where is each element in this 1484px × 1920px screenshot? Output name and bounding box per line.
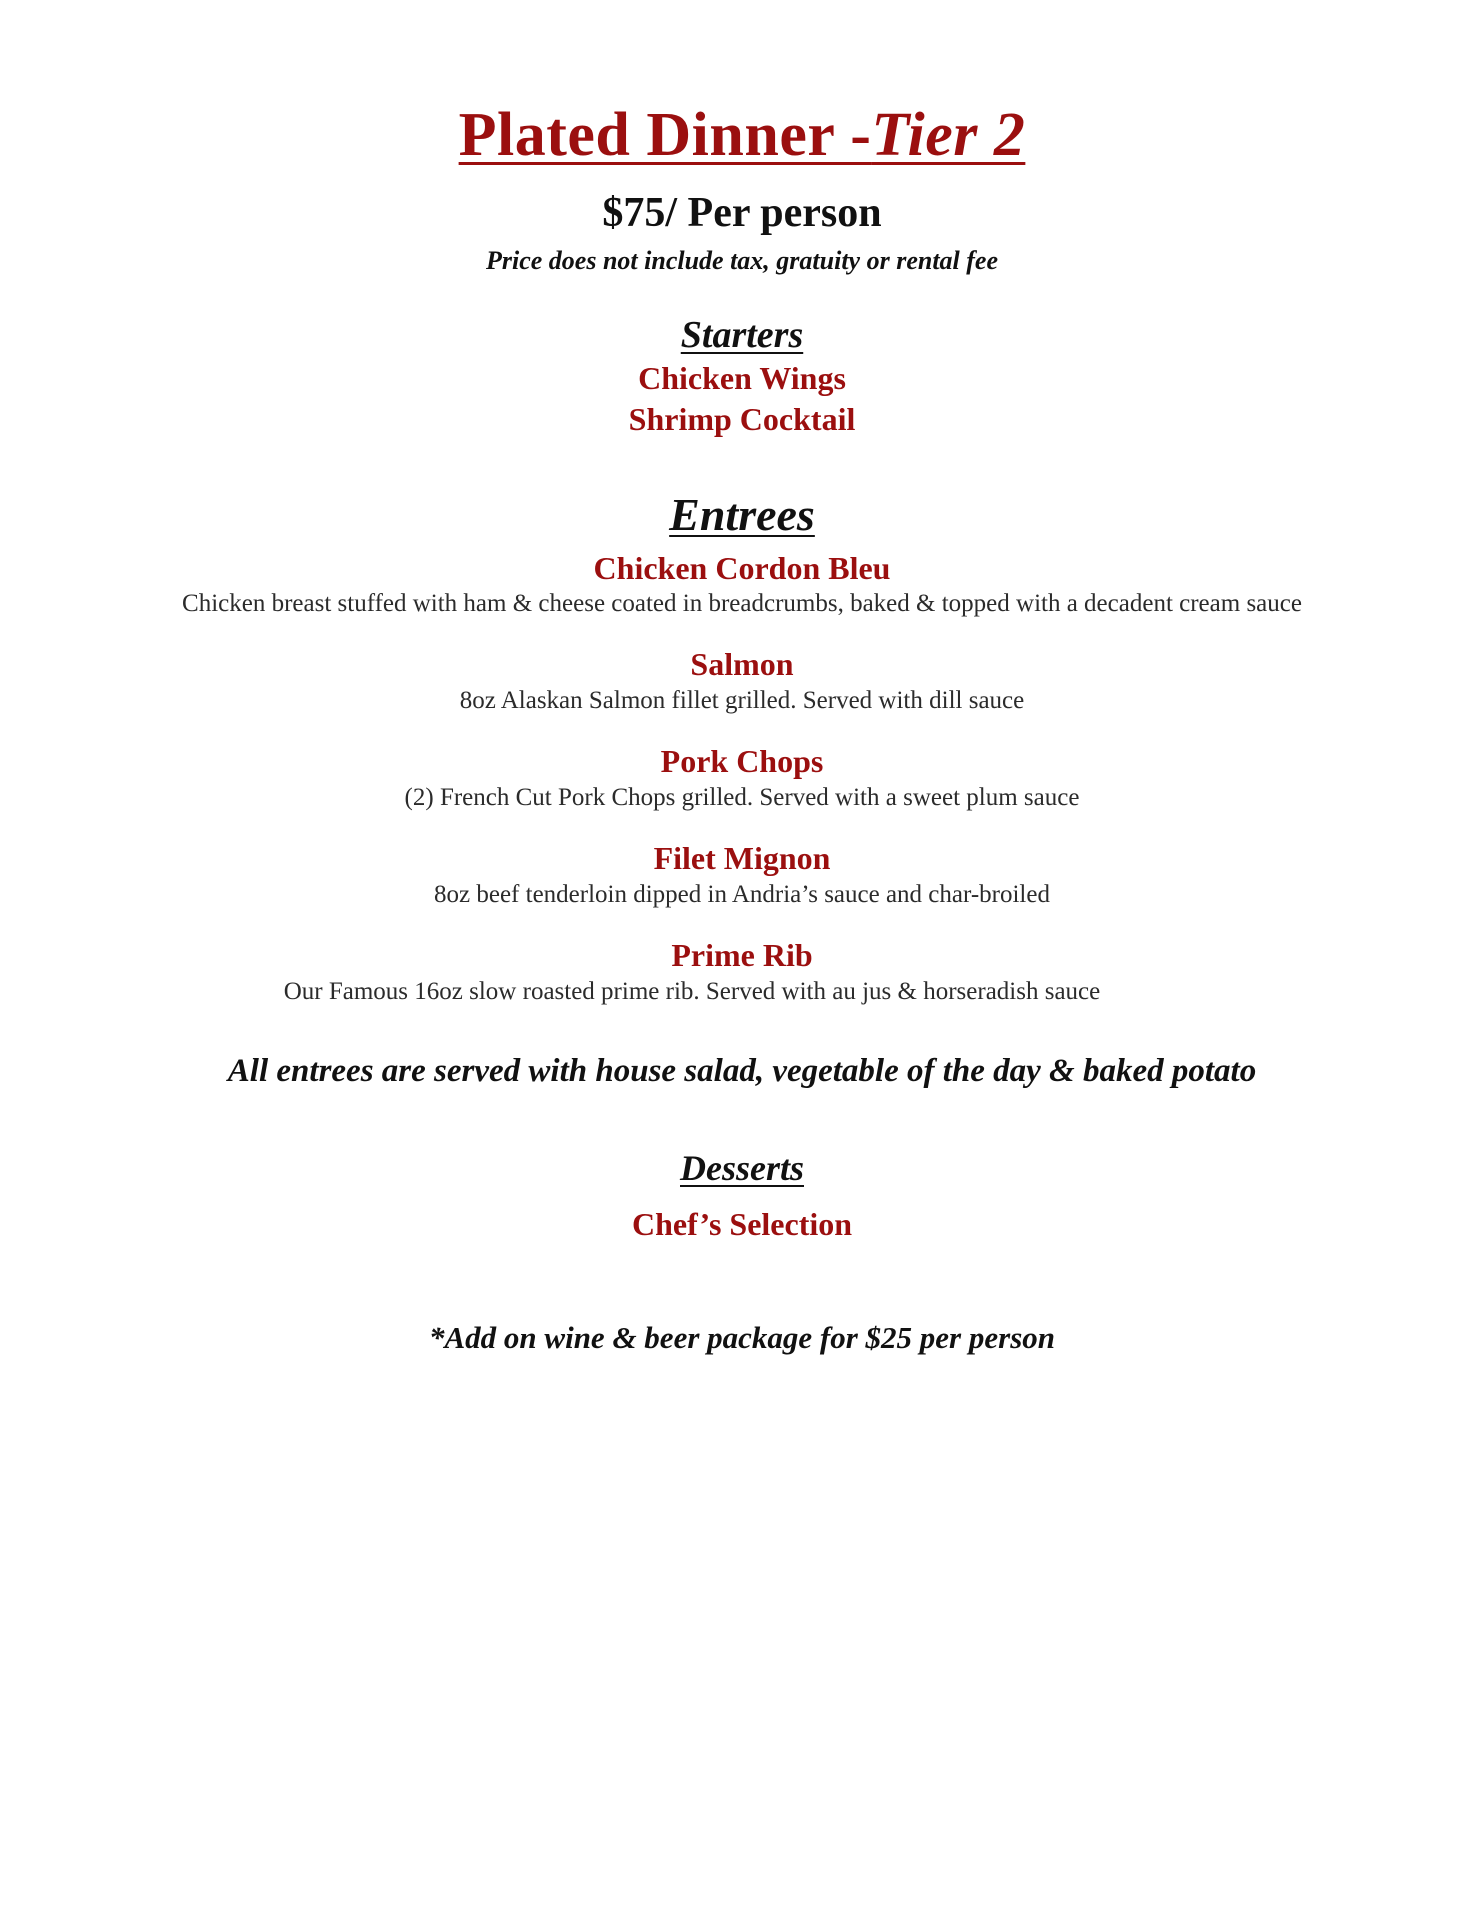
starter-item: Chicken Wings: [638, 360, 846, 396]
entree-name: Prime Rib: [671, 937, 813, 973]
entrees-heading: Entrees: [669, 489, 815, 540]
entrees-served-note: All entrees are served with house salad, vegetable of the day & baked potato: [227, 1053, 1257, 1089]
dessert-item: Chef’s Selection: [631, 1206, 853, 1242]
entree-description: Our Famous 16oz slow roasted prime rib. Served with au jus & horseradish sauce: [283, 978, 1101, 1005]
entree-description: 8oz Alaskan Salmon fillet grilled. Served with dill sauce: [459, 687, 1025, 714]
entree-name: Pork Chops: [660, 743, 824, 779]
menu-title: [0, 101, 1484, 169]
entree-description: 8oz beef tenderloin dipped in Andria’s sauce and char-broiled: [434, 881, 1050, 908]
menu-title-underlined: [458, 101, 1026, 169]
menu-title-tier: Tier 2: [871, 101, 1026, 169]
menu-title-main: Plated Dinner -: [458, 101, 872, 169]
desserts-heading: Desserts: [680, 1148, 804, 1188]
entree-description: (2) French Cut Pork Chops grilled. Served with a sweet plum sauce: [404, 784, 1080, 811]
price-per-person: $75/ Per person: [602, 190, 882, 236]
addon-note: *Add on wine & beer package for $25 per person: [428, 1320, 1055, 1355]
entree-name: Chicken Cordon Bleu: [593, 550, 891, 586]
entree-description: Chicken breast stuffed with ham & cheese coated in breadcrumbs, baked & topped with a decadent cream sauce: [182, 590, 1302, 617]
price-note: Price does not include tax, gratuity or rental fee: [485, 246, 999, 275]
starter-item: Shrimp Cocktail: [628, 401, 856, 437]
entree-name: Filet Mignon: [653, 840, 831, 876]
entree-name: Salmon: [690, 646, 794, 682]
starters-heading: Starters: [680, 314, 804, 356]
